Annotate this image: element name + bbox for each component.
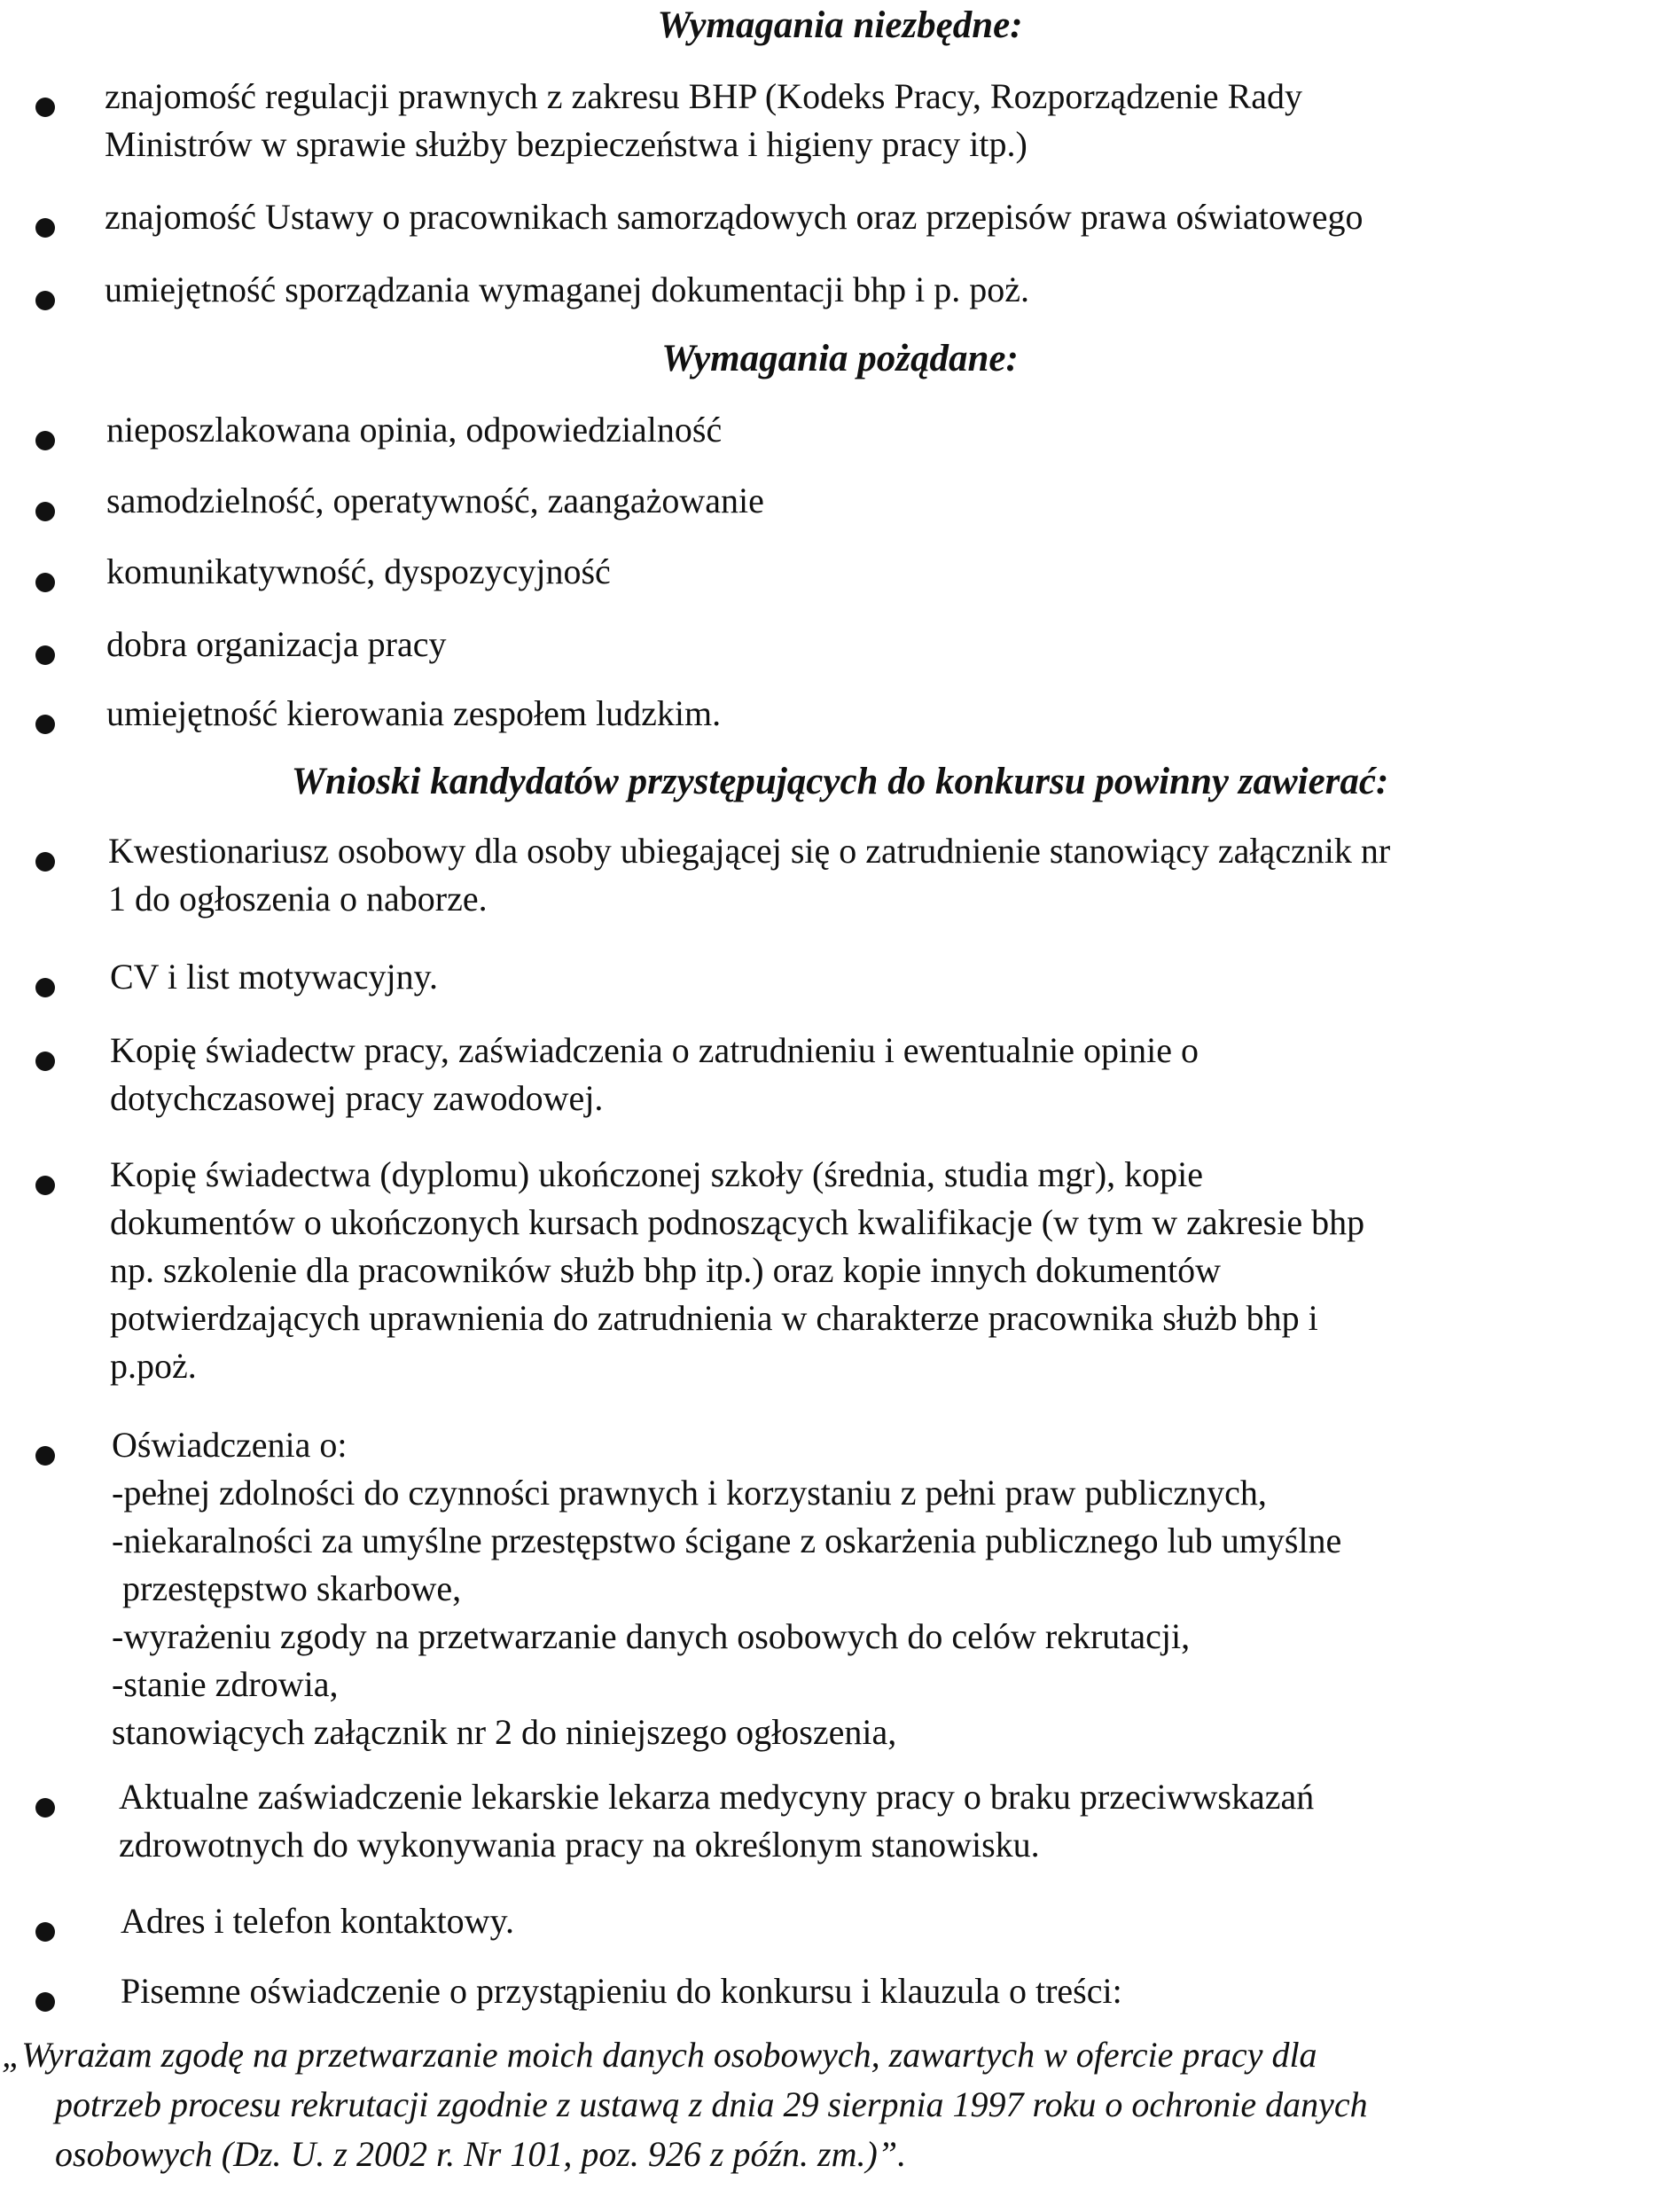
bullet-icon <box>35 431 55 450</box>
list-item-line: znajomość regulacji prawnych z zakresu BHP (Kodeks Pracy, Rozporządzenie Rady <box>105 76 1302 116</box>
list-item-line: -stanie zdrowia, <box>112 1664 339 1704</box>
bullet-icon <box>35 715 55 734</box>
bullet-icon <box>35 852 55 872</box>
consent-clause <box>0 2030 1680 2179</box>
list-item-line: Aktualne zaświadczenie lekarskie lekarza medycyny pracy o braku przeciwwskazań <box>119 1777 1315 1817</box>
bullet-icon <box>35 1052 55 1071</box>
bullet-icon <box>35 218 55 238</box>
list-item-line: zdrowotnych do wykonywania pracy na określonym stanowisku. <box>119 1825 1040 1865</box>
bullet-icon <box>35 502 55 521</box>
bullet-icon <box>35 98 55 117</box>
list-item-line: Kwestionariusz osobowy dla osoby ubiegającej się o zatrudnienie stanowiący załącznik nr <box>108 831 1391 871</box>
list-item-line: dobra organizacja pracy <box>106 624 447 664</box>
bullet-icon <box>35 1922 55 1942</box>
list-item-line: umiejętność sporządzania wymaganej dokumentacji bhp i p. poż. <box>105 270 1030 309</box>
consent-clause-line: osobowych (Dz. U. z 2002 r. Nr 101, poz. 926 z późn. zm.)”. <box>55 2134 907 2174</box>
consent-clause-line: potrzeb procesu rekrutacji zgodnie z ustawą z dnia 29 sierpnia 1997 roku o ochronie danych <box>55 2084 1368 2124</box>
list-item-line: Oświadczenia o: <box>112 1425 348 1465</box>
list-item-line: komunikatywność, dyspozycyjność <box>106 551 611 591</box>
list-item-line: Kopię świadectwa (dyplomu) ukończonej szkoły (średnia, studia mgr), kopie <box>110 1154 1204 1194</box>
bullet-icon <box>35 1446 55 1466</box>
section-heading-application: Wnioski kandydatów przystępujących do konkursu powinny zawierać: <box>291 761 1389 802</box>
bullet-icon <box>35 291 55 310</box>
list-item-line: dotychczasowej pracy zawodowej. <box>110 1078 604 1118</box>
list-item-line: -wyrażeniu zgody na przetwarzanie danych osobowych do celów rekrutacji, <box>112 1616 1191 1656</box>
list-item-line: dokumentów o ukończonych kursach podnoszących kwalifikacje (w tym w zakresie bhp <box>110 1202 1365 1242</box>
list-item-line: Kopię świadectw pracy, zaświadczenia o zatrudnieniu i ewentualnie opinie o <box>110 1030 1199 1070</box>
section-heading-required: Wymagania niezbędne: <box>657 4 1023 46</box>
bullet-icon <box>35 1176 55 1195</box>
list-item-line: potwierdzających uprawnienia do zatrudnienia w charakterze pracownika służb bhp i <box>110 1298 1318 1338</box>
list-item-line: przestępstwo skarbowe, <box>122 1568 462 1608</box>
bullet-icon <box>35 978 55 997</box>
list-item-line: stanowiących załącznik nr 2 do niniejszego ogłoszenia, <box>112 1712 897 1752</box>
bullet-icon <box>35 1798 55 1818</box>
list-item-line: CV i list motywacyjny. <box>110 957 438 997</box>
consent-clause-line: „Wyrażam zgodę na przetwarzanie moich danych osobowych, zawartych w ofercie pracy dla <box>2 2035 1317 2075</box>
list-item-line: nieposzlakowana opinia, odpowiedzialność <box>106 410 723 450</box>
list-item-line: -niekaralności za umyślne przestępstwo ścigane z oskarżenia publicznego lub umyślne <box>112 1521 1342 1560</box>
list-item-line: samodzielność, operatywność, zaangażowanie <box>106 481 764 520</box>
list-item-line: np. szkolenie dla pracowników służb bhp itp.) oraz kopie innych dokumentów <box>110 1250 1222 1290</box>
bullet-icon <box>35 1992 55 2012</box>
bullet-icon <box>35 645 55 665</box>
bullet-icon <box>35 573 55 592</box>
list-item-line: p.poż. <box>110 1346 197 1386</box>
list-item-line: znajomość Ustawy o pracownikach samorządowych oraz przepisów prawa oświatowego <box>105 197 1364 237</box>
list-item-line: 1 do ogłoszenia o naborze. <box>108 879 488 919</box>
list-item-line: -pełnej zdolności do czynności prawnych i korzystaniu z pełni praw publicznych, <box>112 1473 1267 1513</box>
list-item-line: Adres i telefon kontaktowy. <box>121 1901 514 1941</box>
list-item-line: umiejętność kierowania zespołem ludzkim. <box>106 693 722 733</box>
list-item-line: Pisemne oświadczenie o przystąpieniu do konkursu i klauzula o treści: <box>121 1971 1122 2011</box>
section-heading-desired: Wymagania pożądane: <box>661 338 1019 379</box>
list-item-line: Ministrów w sprawie służby bezpieczeństwa i higieny pracy itp.) <box>105 124 1028 164</box>
